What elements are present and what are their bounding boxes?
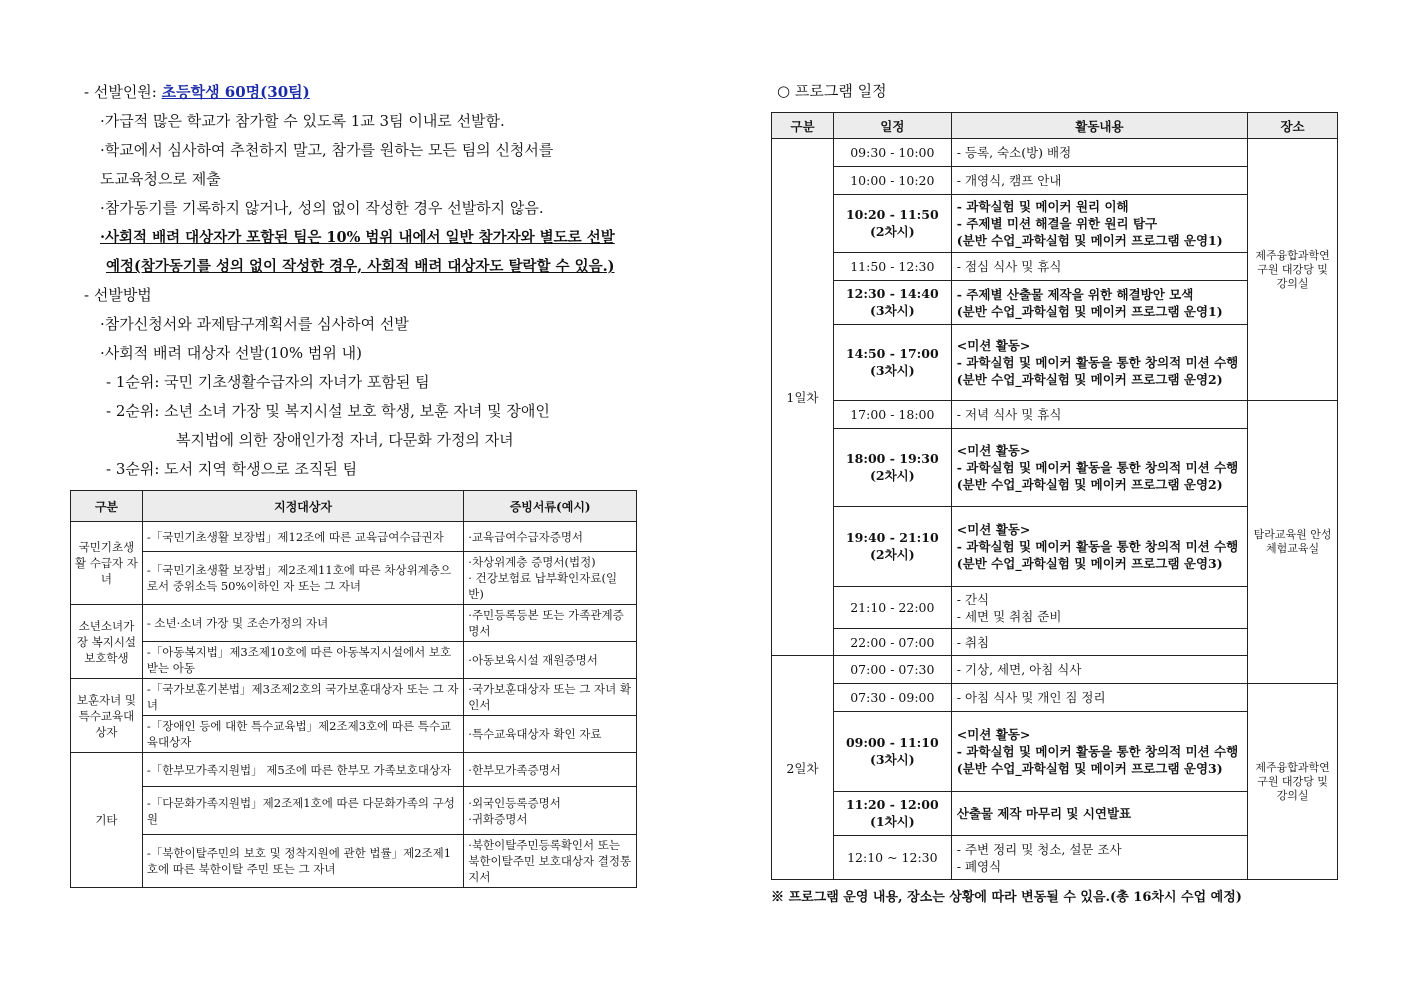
time-cell: 12:10 ~ 12:30 bbox=[833, 836, 951, 880]
selection-count-line: - 선발인원: 초등학생 60명(30팀) bbox=[84, 83, 310, 101]
docs-cell: ·외국인등록증명서 ·귀화증명서 bbox=[464, 787, 637, 835]
activity-cell: - 등록, 숙소(방) 배정 bbox=[951, 139, 1247, 167]
activity-cell: - 간식 - 세면 및 취침 준비 bbox=[951, 587, 1247, 629]
target-cell: -「다문화가족지원법」제2조제1호에 따른 다문화가족의 구성원 bbox=[142, 787, 463, 835]
method-item-2: ·사회적 배려 대상자 선발(10% 범위 내) bbox=[100, 344, 363, 362]
header-activity: 활동내용 bbox=[951, 113, 1247, 139]
header-place: 장소 bbox=[1248, 113, 1338, 139]
selection-count-value: 초등학생 60명(30팀) bbox=[161, 83, 310, 101]
day-cell: 2일차 bbox=[772, 656, 834, 880]
category-cell: 국민기초생활 수급자 자녀 bbox=[71, 522, 143, 605]
time-cell: 10:20 - 11:50 (2차시) bbox=[833, 195, 951, 253]
priority-1: - 1순위: 국민 기초생활수급자의 자녀가 포함된 팀 bbox=[106, 373, 430, 391]
schedule-body bbox=[772, 139, 1338, 880]
time-cell: 11:50 - 12:30 bbox=[833, 253, 951, 281]
activity-cell: - 과학실험 및 메이커 원리 이해 - 주제별 미션 해결을 위한 원리 탐구 (분반 수업_과학실험 및 메이커 프로그램 운영1) bbox=[951, 195, 1247, 253]
docs-cell: ·한부모가족증명서 bbox=[464, 753, 637, 787]
table-row bbox=[71, 787, 637, 835]
schedule-row bbox=[772, 139, 1338, 167]
docs-cell: ·교육급여수급자증명서 bbox=[464, 522, 637, 552]
activity-cell: - 개영식, 캠프 안내 bbox=[951, 167, 1247, 195]
method-label: - 선발방법 bbox=[84, 286, 152, 304]
docs-cell: ·국가보훈대상자 또는 그 자녀 확인서 bbox=[464, 679, 637, 716]
header-time: 일정 bbox=[833, 113, 951, 139]
activity-cell: <미션 활동> - 과학실험 및 메이커 활동을 통한 창의적 미션 수행 (분반 수업_과학실험 및 메이커 프로그램 운영3) bbox=[951, 507, 1247, 587]
activity-cell: - 저녁 식사 및 휴식 bbox=[951, 401, 1247, 429]
docs-cell: ·아동보육시설 재원증명서 bbox=[464, 642, 637, 679]
table-row bbox=[71, 552, 637, 605]
category-cell: 기타 bbox=[71, 753, 143, 888]
target-cell: -「국가보훈기본법」제3조제2호의 국가보훈대상자 또는 그 자녀 bbox=[142, 679, 463, 716]
priority-2-cont: 복지법에 의한 장애인가정 자녀, 다문화 가정의 자녀 bbox=[176, 431, 514, 449]
category-cell: 소년소녀가장 복지시설 보호학생 bbox=[71, 605, 143, 679]
table-row bbox=[71, 522, 637, 552]
place-cell: 제주융합과학연구원 대강당 및 강의실 bbox=[1248, 684, 1338, 880]
activity-cell: - 주제별 산출물 제작을 위한 해결방안 모색 (분반 수업_과학실험 및 메이커 프로그램 운영1) bbox=[951, 281, 1247, 325]
bold-note-2: 예정(참가동기를 성의 없이 작성한 경우, 사회적 배려 대상자도 탈락할 수 있음.) bbox=[106, 258, 615, 275]
activity-cell: - 아침 식사 및 개인 짐 정리 bbox=[951, 684, 1247, 712]
time-cell: 12:30 - 14:40 (3차시) bbox=[833, 281, 951, 325]
time-cell: 21:10 - 22:00 bbox=[833, 587, 951, 629]
time-cell: 10:00 - 10:20 bbox=[833, 167, 951, 195]
time-cell: 19:40 - 21:10 (2차시) bbox=[833, 507, 951, 587]
day-cell: 1일차 bbox=[772, 139, 834, 656]
header-category: 구분 bbox=[71, 491, 143, 522]
target-cell: -「아동복지법」제3조제10호에 따른 아동복지시설에서 보호받는 아동 bbox=[142, 642, 463, 679]
selection-section bbox=[70, 78, 638, 484]
schedule-header-row bbox=[772, 113, 1338, 139]
time-cell: 07:30 - 09:00 bbox=[833, 684, 951, 712]
time-cell: 18:00 - 19:30 (2차시) bbox=[833, 429, 951, 507]
header-day: 구분 bbox=[772, 113, 834, 139]
target-cell: -「장애인 등에 대한 특수교육법」제2조제3호에 따른 특수교육대상자 bbox=[142, 716, 463, 753]
activity-cell: 산출물 제작 마무리 및 시연발표 bbox=[951, 792, 1247, 836]
time-cell: 14:50 - 17:00 (3차시) bbox=[833, 325, 951, 401]
time-cell: 11:20 - 12:00 (1차시) bbox=[833, 792, 951, 836]
schedule-footnote: ※ 프로그램 운영 내용, 장소는 상황에 따라 변동될 수 있음.(총 16차시 수업 예정) bbox=[771, 890, 1242, 905]
time-cell: 22:00 - 07:00 bbox=[833, 629, 951, 656]
note-4: ·참가동기를 기록하지 않거나, 성의 없이 작성한 경우 선발하지 않음. bbox=[100, 199, 544, 217]
eligibility-table bbox=[70, 490, 637, 888]
activity-cell: - 기상, 세면, 아침 식사 bbox=[951, 656, 1247, 684]
schedule-row bbox=[772, 684, 1338, 712]
time-cell: 17:00 - 18:00 bbox=[833, 401, 951, 429]
time-cell: 09:00 - 11:10 (3차시) bbox=[833, 712, 951, 792]
docs-cell: ·북한이탈주민등록확인서 또는 북한이탈주민 보호대상자 결정통지서 bbox=[464, 835, 637, 888]
schedule-row bbox=[772, 401, 1338, 429]
docs-cell: ·차상위계층 증명서(법정) · 건강보험료 납부확인자료(일반) bbox=[464, 552, 637, 605]
target-cell: -「한부모가족지원법」 제5조에 따른 한부모 가족보호대상자 bbox=[142, 753, 463, 787]
docs-cell: ·특수교육대상자 확인 자료 bbox=[464, 716, 637, 753]
table-row bbox=[71, 642, 637, 679]
table-row bbox=[71, 605, 637, 642]
target-cell: -「북한이탈주민의 보호 및 정착지원에 관한 법률」제2조제1호에 따른 북한이탈 주민 또는 그 자녀 bbox=[142, 835, 463, 888]
activity-cell: <미션 활동> - 과학실험 및 메이커 활동을 통한 창의적 미션 수행 (분반 수업_과학실험 및 메이커 프로그램 운영2) bbox=[951, 325, 1247, 401]
method-item-1: ·참가신청서와 과제탐구계획서를 심사하여 선발 bbox=[100, 315, 409, 333]
place-cell: 제주융합과학연구원 대강당 및 강의실 bbox=[1248, 139, 1338, 401]
table-row bbox=[71, 679, 637, 716]
note-3: 도교육청으로 제출 bbox=[100, 170, 221, 188]
header-target: 지정대상자 bbox=[142, 491, 463, 522]
schedule-table bbox=[771, 112, 1338, 880]
header-docs: 증빙서류(예시) bbox=[464, 491, 637, 522]
table-row bbox=[71, 753, 637, 787]
priority-3: - 3순위: 도서 지역 학생으로 조직된 팀 bbox=[106, 460, 358, 478]
place-cell: 탐라교육원 안성체험교육실 bbox=[1248, 401, 1338, 684]
activity-cell: <미션 활동> - 과학실험 및 메이커 활동을 통한 창의적 미션 수행 (분반 수업_과학실험 및 메이커 프로그램 운영2) bbox=[951, 429, 1247, 507]
table-row bbox=[71, 716, 637, 753]
table-row bbox=[71, 835, 637, 888]
activity-cell: - 점심 식사 및 휴식 bbox=[951, 253, 1247, 281]
target-cell: -「국민기초생활 보장법」제12조에 따른 교육급여수급권자 bbox=[142, 522, 463, 552]
activity-cell: <미션 활동> - 과학실험 및 메이커 활동을 통한 창의적 미션 수행 (분반 수업_과학실험 및 메이커 프로그램 운영3) bbox=[951, 712, 1247, 792]
bold-note-1: ·사회적 배려 대상자가 포함된 팀은 10% 범위 내에서 일반 참가자와 별도로 선발 bbox=[100, 229, 615, 246]
priority-2: - 2순위: 소년 소녀 가장 및 복지시설 보호 학생, 보훈 자녀 및 장애인 bbox=[106, 402, 550, 420]
note-1: ·가급적 많은 학교가 참가할 수 있도록 1교 3팀 이내로 선발함. bbox=[100, 112, 505, 130]
activity-cell: - 주변 정리 및 청소, 설문 조사 - 폐영식 bbox=[951, 836, 1247, 880]
table-header-row bbox=[71, 491, 637, 522]
time-cell: 07:00 - 07:30 bbox=[833, 656, 951, 684]
time-cell: 09:30 - 10:00 bbox=[833, 139, 951, 167]
schedule-title: ○ 프로그램 일정 bbox=[777, 82, 887, 100]
target-cell: -「국민기초생활 보장법」제2조제11호에 따른 차상위계층으로서 중위소득 50%이하인 자 또는 그 자녀 bbox=[142, 552, 463, 605]
target-cell: - 소년·소녀 가장 및 조손가정의 자녀 bbox=[142, 605, 463, 642]
category-cell: 보훈자녀 및 특수교육대상자 bbox=[71, 679, 143, 753]
docs-cell: ·주민등록등본 또는 가족관계증명서 bbox=[464, 605, 637, 642]
note-2: ·학교에서 심사하여 추천하지 말고, 참가를 원하는 모든 팀의 신청서를 bbox=[100, 141, 554, 159]
activity-cell: - 취침 bbox=[951, 629, 1247, 656]
